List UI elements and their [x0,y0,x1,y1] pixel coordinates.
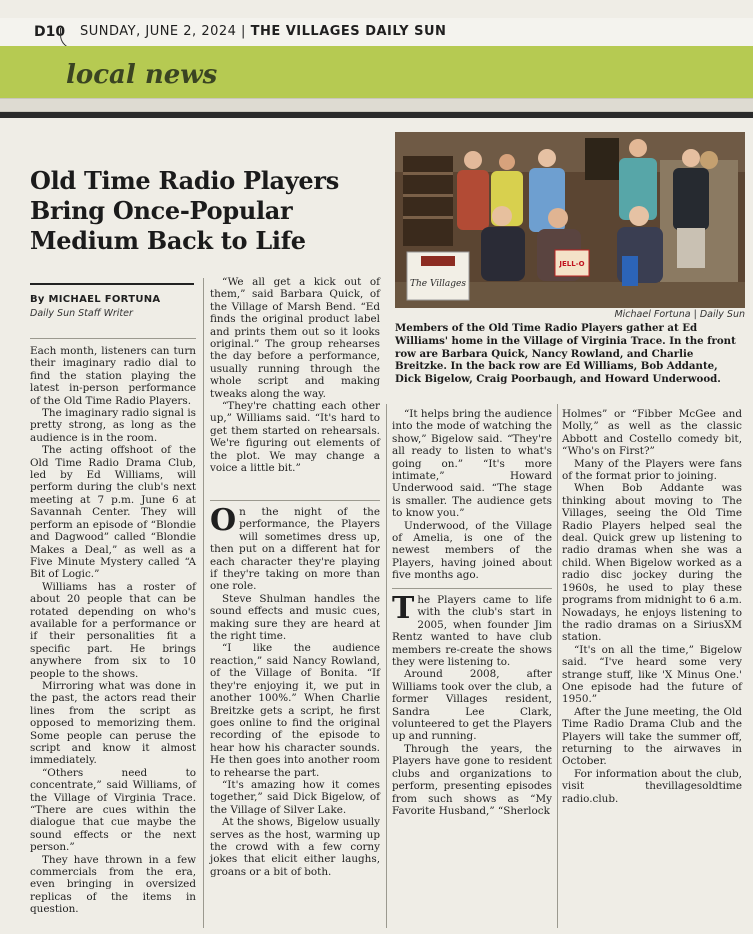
section-title: local news [66,60,218,90]
paragraph: The imaginary radio signal is pretty strong, as long as the audience is in the room. [30,407,196,444]
paragraph: Steve Shulman handles the sound effects and music cues, making sure they are heard at the right time. [210,592,380,643]
article-column-3 [392,408,552,582]
paragraph: Williams has a roster of about 20 people that can be rotated depending on who's available for a performance or if their personalities fit a specific part. He brings anywhere from six to 10 people to the shows. [30,580,196,680]
paragraph: Holmes” or “Fibber McGee and Molly,” as well as the classic Abbott and Costello comedy bit, “Who's on First?” [562,408,742,458]
photo-caption: Members of the Old Time Radio Players gather at Ed Williams' home in the Village of Virginia Trace. In the front row are Barbara Quick, Nancy Rowland, and Charlie Breitzke. In the back row are Ed Williams, Bob Addante, Dick Bigelow, Craig Poorbaugh, and Howard Underwood. [395,322,736,386]
paragraph: The acting offshoot of the Old Time Radio Drama Club, led by Ed Williams, will perform during the club's next meeting at 7 p.m. June 6 at Savannah Center. They will perform an episode of “Blondie and Dagwood” called “Blondie Makes a Deal,” as well as a Five Minute Mystery called “A Bit of Logic.” [30,444,196,581]
paragraph: “They're chatting each other up,” Williams said. “It's hard to get them started on rehearsals. We're figuring out elements of the plot. We may change a voice a little bit.” [210,400,380,475]
paragraph-text: n the night of the performance, the Players will sometimes dress up, then put on a different hat for each character they're playing if they're taking on more than one role. [210,506,380,593]
paragraph: At the shows, Bigelow usually serves as the host, warming up the crowd with a few corny jokes that elicit either laughs, groans or a bit of both. [210,816,380,878]
col2-section-rule [210,500,380,501]
paragraph: “It's amazing how it comes together,” said Dick Bigelow, of the Village of Silver Lake. [210,778,380,816]
column-rule-2 [386,404,387,928]
paragraph: Mirroring what was done in the past, the actors read their lines from the script as opposed to memorizing them. Some people can peruse the script and know it almost immediately. [30,679,196,767]
paragraph: Around 2008, after Williams took over the club, a former Villages resident, Sandra Lee Clark, volunteered to get the Players up and running. [392,668,552,743]
paragraph: Each month, listeners can turn their imaginary radio dial to find the station playing the latest in-person performance of the Old Time Radio Players. [30,345,196,407]
photo-box-text: JELL-O [559,260,585,268]
header-dateline [80,24,446,39]
article-photo [395,132,745,308]
article-column-2 [210,276,380,475]
paragraph: After the June meeting, the Old Time Radio Drama Club and the Players will take the summer off, returning to the airwaves in October. [562,705,742,768]
photo-sign-text: The Villages [409,279,467,289]
article-column-2-continued [210,503,380,878]
drop-cap: O [210,503,237,538]
byline-rule [30,283,194,285]
article-column-4 [562,408,742,805]
drop-cap: T [392,591,415,626]
paragraph: “I like the audience reaction,” said Nancy Rowland, of the Village of Bonita. “If they're enjoying it, we put in another 100%.” When Charlie Breitzke gets a script, he first goes online to find the original recording of the episode to hear how his character sounds. He then goes into another room to rehearse the part. [210,642,380,779]
article-column-1 [30,345,196,916]
paragraph: “Others need to concentrate,” said Williams, of the Village of Virginia Trace. “There are cues within the dialogue that cue maybe the sound effects or the next person.” [30,766,196,854]
paragraph: “It's on all the time,” Bigelow said. “I've heard some very strange stuff, like 'X Minus One.' One episode had the future of 1950.” [562,643,742,706]
header-separator: | [241,24,246,39]
header-date: SUNDAY, JUNE 2, 2024 [80,24,237,39]
page-header [0,18,753,46]
section-stripe-dark [0,112,753,118]
paragraph: Many of the Players were fans of the format prior to joining. [562,457,742,483]
paragraph: “It helps bring the audience into the mode of watching the show,” Bigelow said. “They're all ready to listen to what's going on.” “It's more intimate,” Howard Underwood said. “The stage is smaller. The audience gets to know you.” [392,408,552,520]
paragraph: Underwood, of the Village of Amelia, is one of the newest members of the Players, having joined about five months ago. [392,519,552,582]
byline-role: Daily Sun Staff Writer [30,308,133,319]
paragraph: For information about the club, visit thevillagesoldtime radio.club. [562,767,742,805]
paragraph: When Bob Addante was thinking about moving to The Villages, seeing the Old Time Radio Players helped seal the deal. Quick grew up listening to radio dramas when she was a child. When Bigelow worked as a radio disc jockey during the 1960s, he used to play these programs from midnight to 6 a.m. Nowadays, he enjoys listening to the radio dramas on a SiriusXM station. [562,482,742,644]
article-headline: Old Time Radio Players Bring Once-Popular Medium Back to Life [30,166,339,255]
byline: By MICHAEL FORTUNA [30,294,161,305]
byline-bottom-rule [30,338,196,339]
section-stripe [0,98,753,112]
photo-credit: Michael Fortuna | Daily Sun [614,309,745,320]
col3-section-rule [392,588,552,589]
paragraph [210,503,380,593]
paragraph [392,591,552,669]
column-rule-1 [203,278,204,928]
paragraph: “We all get a kick out of them,” said Barbara Quick, of the Village of Marsh Bend. “Ed finds the original product label and prints them out so it looks original.” The group rehearses the day before a performance, usually running through the whole script and making tweaks along the way. [210,276,380,400]
column-rule-3 [557,404,558,928]
group-photo-illustration [395,132,745,308]
page-number: D10 [34,24,66,40]
paragraph: They have thrown in a few commercials from the era, even bringing in oversized replicas of the items in question. [30,853,196,916]
paragraph: Through the years, the Players have gone to resident clubs and organizations to perform, presenting episodes from such shows as “My Favorite Husband,” “Sherlock [392,742,552,817]
paragraph-text: he Players came to life with the club's start in 2005, when founder Jim Rentz wanted to have club members re-create the shows they were listening to. [392,594,552,669]
article-column-3-continued [392,591,552,817]
header-paper-name: THE VILLAGES DAILY SUN [250,24,447,39]
